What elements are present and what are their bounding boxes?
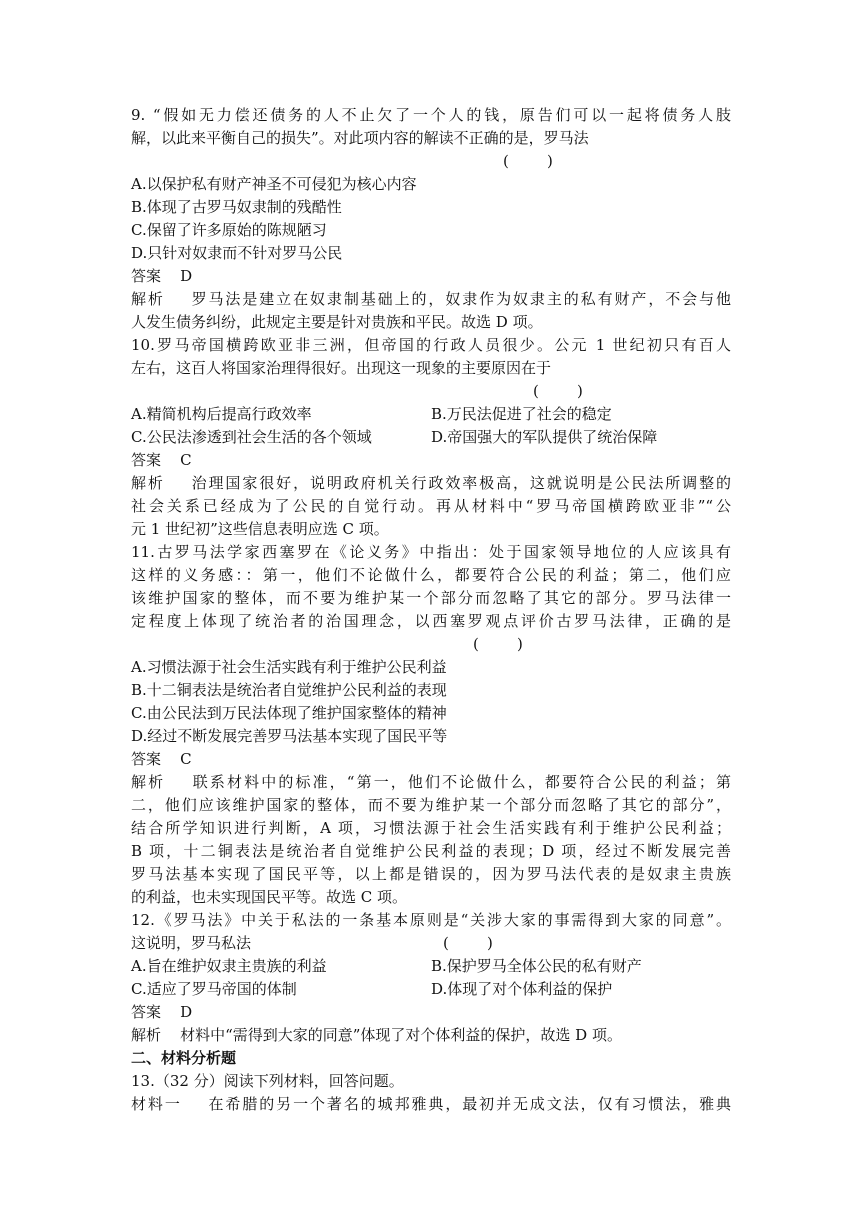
question-9-option-c: C.保留了许多原始的陈规陋习 [131,221,327,239]
question-10-answer: 答案 C [131,451,192,469]
question-10-answer-blank: ( ) [533,382,583,400]
question-11-option-d: D.经过不断发展完善罗马法基本实现了国民平等 [131,727,448,745]
question-12-answer: 答案 D [131,1003,193,1021]
question-9-stem-line: 解，以此来平衡自己的损失”。对此项内容的解读不正确的是，罗马法 [131,129,589,147]
question-11-stem-line: 该维护国家的整体，而不要为维护某一个部分而忽略了其它的部分。罗马法律一 [131,589,731,607]
question-11-answer: 答案 C [131,750,192,768]
material-1-text: 材料一 在希腊的另一个著名的城邦雅典，最初并无成文法，仅有习惯法，雅典 [131,1095,731,1113]
question-11-option-b: B.十二铜表法是统治者自觉维护公民利益的表现 [131,681,447,699]
section-material-analysis [131,1047,731,1116]
question-9 [131,104,731,334]
question-9-option-b: B.体现了古罗马奴隶制的残酷性 [131,198,342,216]
question-12-options-row [131,955,731,978]
question-9-answer-blank: ( ) [503,152,553,170]
question-11-stem-line: 11.古罗马法学家西塞罗在《论义务》中指出：处于国家领导地位的人应该具有 [131,543,731,561]
question-12-option-b: B.保护罗马全体公民的私有财产 [431,957,642,975]
question-11-analysis-line: 解析 联系材料中的标准，“第一，他们不论做什么，都要符合公民的利益；第 [131,773,731,791]
question-10-analysis-line: 元 1 世纪初”这些信息表明应选 C 项。 [131,520,389,538]
question-12-option-a: A.旨在维护奴隶主贵族的利益 [131,957,327,975]
question-10 [131,334,731,541]
question-12-option-d: D.体现了对个体利益的保护 [431,980,613,998]
question-12-answer-blank: ( ) [443,934,493,952]
question-11-option-c: C.由公民法到万民法体现了维护国家整体的精神 [131,704,447,722]
question-12-options-row [131,978,731,1001]
question-10-option-d: D.帝国强大的军队提供了统治保障 [431,428,658,446]
question-12-option-c: C.适应了罗马帝国的体制 [131,980,297,998]
question-11-analysis-line: 的利益，也未实现国民平等。故选 C 项。 [131,888,408,906]
question-11-stem-line: 定程度上体现了统治者的治国理念，以西塞罗观点评价古罗马法律，正确的是 [131,612,731,630]
question-9-analysis-line: 人发生债务纠纷，此规定主要是针对贵族和平民。故选 D 项。 [131,313,543,331]
question-10-stem-line: 10.罗马帝国横跨欧亚非三洲，但帝国的行政人员很少。公元 1 世纪初只有百人 [131,336,731,354]
question-11 [131,541,731,909]
question-10-stem-line: 左右，这百人将国家治理得很好。出现这一现象的主要原因在于 [131,359,552,377]
question-12-stem-line: 这说明，罗马私法 [131,934,252,952]
question-9-option-a: A.以保护私有财产神圣不可侵犯为核心内容 [131,175,417,193]
question-9-answer: 答案 D [131,267,193,285]
question-11-analysis-line: 罗马法基本实现了国民平等，以上都是错误的，因为罗马法代表的是奴隶主贵族 [131,865,731,883]
question-11-option-a: A.习惯法源于社会生活实践有利于维护公民利益 [131,658,447,676]
question-10-analysis-line: 社会关系已经成为了公民的自觉行动。再从材料中“罗马帝国横跨欧亚非”“公 [131,497,731,515]
question-12 [131,909,731,1047]
question-12-stem-line: 12.《罗马法》中关于私法的一条基本原则是“关涉大家的事需得到大家的同意”。 [131,911,731,929]
question-9-analysis-line: 解析 罗马法是建立在奴隶制基础上的，奴隶作为奴隶主的私有财产，不会与他 [131,290,731,308]
question-10-analysis-line: 解析 治理国家很好，说明政府机关行政效率极高，这就说明是公民法所调整的 [131,474,731,492]
question-10-option-b: B.万民法促进了社会的稳定 [431,405,612,423]
question-11-analysis-line: 二，他们应该维护国家的整体，而不要为维护某一个部分而忽略了其它的部分”， [131,796,731,814]
question-10-options-row [131,426,731,449]
question-12-analysis-line: 解析 材料中“需得到大家的同意”体现了对个体利益的保护，故选 D 项。 [131,1026,622,1044]
question-10-options-row [131,403,731,426]
section-heading: 二、材料分析题 [131,1049,237,1067]
question-11-analysis-line: B 项，十二铜表法是统治者自觉维护公民利益的表现；D 项，经过不断发展完善 [131,842,731,860]
question-11-analysis-line: 结合所学知识进行判断，A 项，习惯法源于社会生活实践有利于维护公民利益； [131,819,731,837]
question-9-option-d: D.只针对奴隶而不针对罗马公民 [131,244,343,262]
question-10-option-a: A.精简机构后提高行政效率 [131,405,312,423]
question-11-stem-line: 这样的义务感：：第一，他们不论做什么，都要符合公民的利益；第二，他们应 [131,566,731,584]
question-13-intro: 13.（32 分）阅读下列材料，回答问题。 [131,1072,404,1090]
question-9-stem-line: 9. “假如无力偿还债务的人不止欠了一个人的钱，原告们可以一起将债务人肢 [131,106,731,124]
question-11-answer-blank: ( ) [473,635,523,653]
question-10-option-c: C.公民法渗透到社会生活的各个领域 [131,428,372,446]
